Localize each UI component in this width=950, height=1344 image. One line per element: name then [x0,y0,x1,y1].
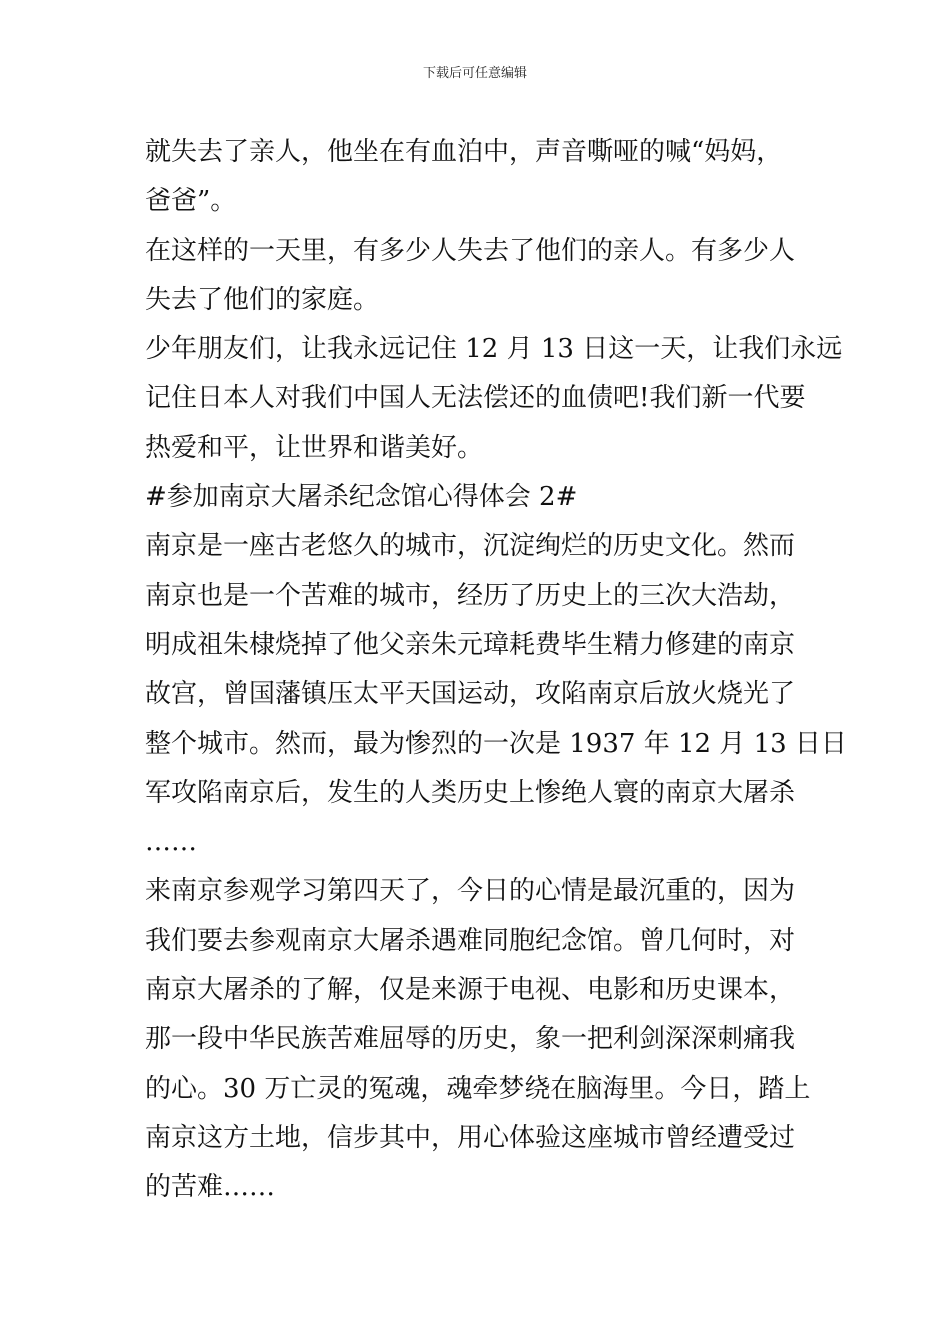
text-line: 就失去了亲人，他坐在有血泊中，声音嘶哑的喊“妈妈， [145,137,783,167]
text-line: …… [145,827,197,858]
text-line: 我们要去参观南京大屠杀遇难同胞纪念馆。曾几何时，对 [145,925,796,956]
section-heading [145,473,825,522]
text-line: 的心。30 万亡灵的冤魂，魂牵梦绕在脑海里。今日，踏上 [145,1073,811,1104]
text-line: 来南京参观学习第四天了，今日的心情是最沉重的，因为 [145,876,796,907]
text-line: 那一段中华民族苦难屈辱的历史，象一把利剑深深刺痛我 [145,1024,796,1055]
text-line: 南京是一座古老悠久的城市，沉淀绚烂的历史文化。然而 [145,531,796,562]
text-line: #参加南京大屠杀纪念馆心得体会 2# [145,482,578,513]
text-line: 热爱和平，让世界和谐美好。 [145,432,484,463]
text-line: 南京大屠杀的了解，仅是来源于电视、电影和历史课本， [145,975,796,1006]
paragraph [145,867,825,1212]
text-line: 南京这方土地，信步其中，用心体验这座城市曾经遭受过 [145,1122,796,1153]
page-header: 下载后可任意编辑 [422,66,527,81]
text-line: 南京也是一个苦难的城市，经历了历史上的三次大浩劫， [145,580,796,611]
text-line: 明成祖朱棣烧掉了他父亲朱元璋耗费毕生精力修建的南京 [145,629,796,660]
paragraph [145,128,825,227]
text-line: 记住日本人对我们中国人无法偿还的血债吧!我们新一代要 [145,383,806,414]
paragraph [145,522,847,867]
paragraph [145,227,825,326]
document-body [145,128,847,1213]
text-line: 整个城市。然而，最为惨烈的一次是 1937 年 12 月 13 日日 [145,728,847,759]
paragraph [145,325,843,473]
text-line: 在这样的一天里，有多少人失去了他们的亲人。有多少人 [145,235,796,266]
text-line: 的苦难…… [145,1172,276,1203]
text-line: 军攻陷南京后，发生的人类历史上惨绝人寰的南京大屠杀 [145,777,796,808]
text-line: 爸爸”。 [145,186,237,217]
text-line: 失去了他们的家庭。 [145,284,380,315]
text-line: 故宫，曾国藩镇压太平天国运动，攻陷南京后放火烧光了 [145,679,796,710]
text-line: 少年朋友们，让我永远记住 12 月 13 日这一天，让我们永远 [145,334,843,365]
